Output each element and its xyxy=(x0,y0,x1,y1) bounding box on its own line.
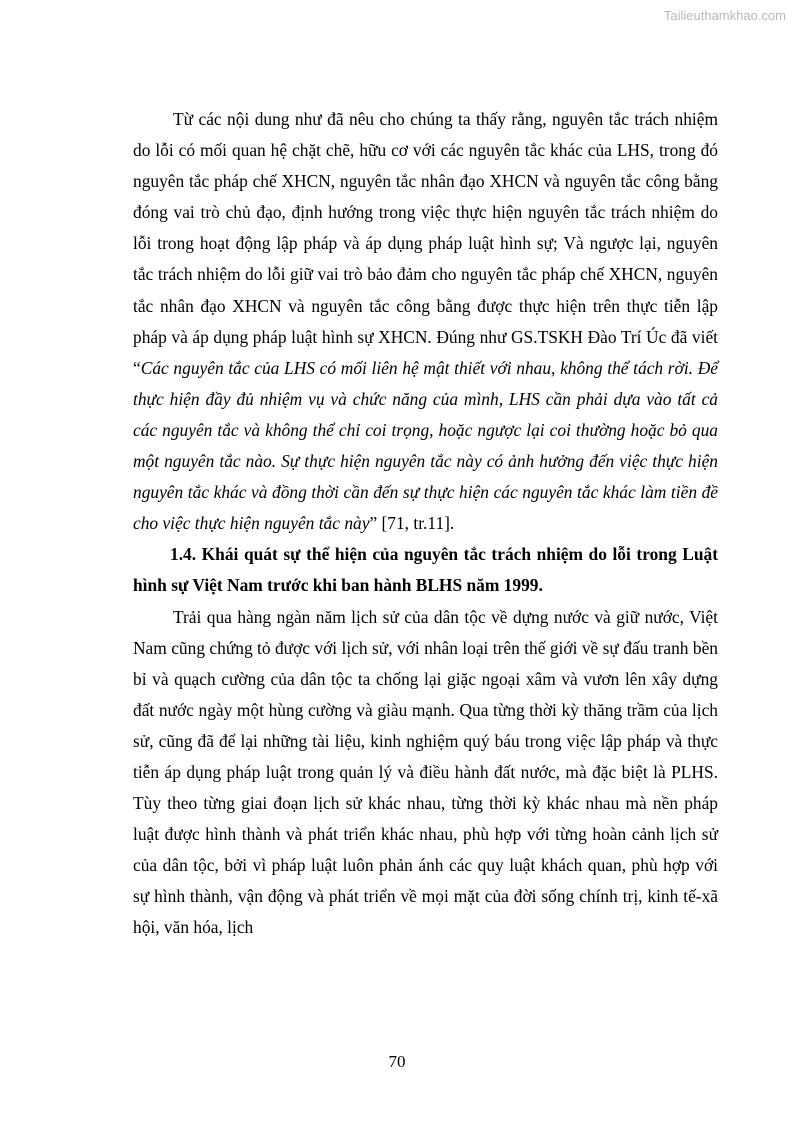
paragraph-text: Từ các nội dung như đã nêu cho chúng ta thấy rằng, nguyên tắc trách nhiệm do lỗi có mối quan hệ chặt chẽ, hữu cơ với các nguyên tắc khác của LHS, trong đó nguyên tắc pháp chế XHCN, nguyên tắc nhân đạo XHCN và nguyên tắc công bằng đóng vai trò chủ đạo, định hướng trong việc thực hiện nguyên tắc trách nhiệm do lỗi trong hoạt động lập pháp và áp dụng pháp luật hình sự; Và ngược lại, nguyên tắc trách nhiệm do lỗi giữ vai trò bảo đảm cho nguyên tắc pháp chế XHCN, nguyên tắc nhân đạo XHCN và nguyên tắc công bằng được thực hiện trên thực tiễn lập pháp và áp dụng pháp luật hình sự XHCN. Đúng như GS.TSKH Đào Trí Úc đã viết “ xyxy=(133,109,718,378)
paragraph-history: Trải qua hàng ngàn năm lịch sử của dân tộc về dựng nước và giữ nước, Việt Nam cũng chứng tỏ được với lịch sử, với nhân loại trên thế giới về sự đấu tranh bền bỉ và quạch cường của dân tộc ta chống lại giặc ngoại xâm và vươn lên xây dựng đất nước ngày một hùng cường và giàu mạnh. Qua từng thời kỳ thăng trầm của lịch sử, cũng đã để lại những tài liệu, kinh nghiệm quý báu trong việc lập pháp và thực tiễn áp dụng pháp luật trong quản lý và điều hành đất nước, mà đặc biệt là PLHS. Tùy theo từng giai đoạn lịch sử khác nhau, từng thời kỳ khác nhau mà nền pháp luật được hình thành và phát triển khác nhau, phù hợp với từng hoàn cảnh lịch sử của dân tộc, bởi vì pháp luật luôn phản ánh các quy luật khách quan, phù hợp với sự hình thành, vận động và phát triển về mọi mặt của đời sống chính trị, kinh tế-xã hội, văn hóa, lịch xyxy=(133,606,718,938)
citation-text: ” [71, tr.11]. xyxy=(369,513,455,534)
quote-text: Các nguyên tắc của LHS có mối liên hệ mật thiết với nhau, không thể tách rời. Để thực hiện đầy đủ nhiệm vụ và chức năng của mình, LHS cần phải dựa vào tất cả các nguyên tắc và không thể chỉ coi trọng, hoặc ngược lại coi thường hoặc bỏ qua một nguyên tắc nào. Sự thực hiện nguyên tắc này có ảnh hưởng đến việc thực hiện nguyên tắc khác và đồng thời cần đến sự thực hiện các nguyên tắc khác làm tiền đề cho việc thực hiện nguyên tắc này xyxy=(133,357,718,534)
page-body xyxy=(133,104,718,944)
paragraph-principles xyxy=(133,104,718,539)
watermark: Tailieuthamkhao.com xyxy=(663,8,786,23)
page-number: 70 xyxy=(388,1052,406,1071)
section-heading: 1.4. Khái quát sự thể hiện của nguyên tắc trách nhiệm do lỗi trong Luật hình sự Việt Nam trước khi ban hành BLHS năm 1999. xyxy=(133,544,718,596)
